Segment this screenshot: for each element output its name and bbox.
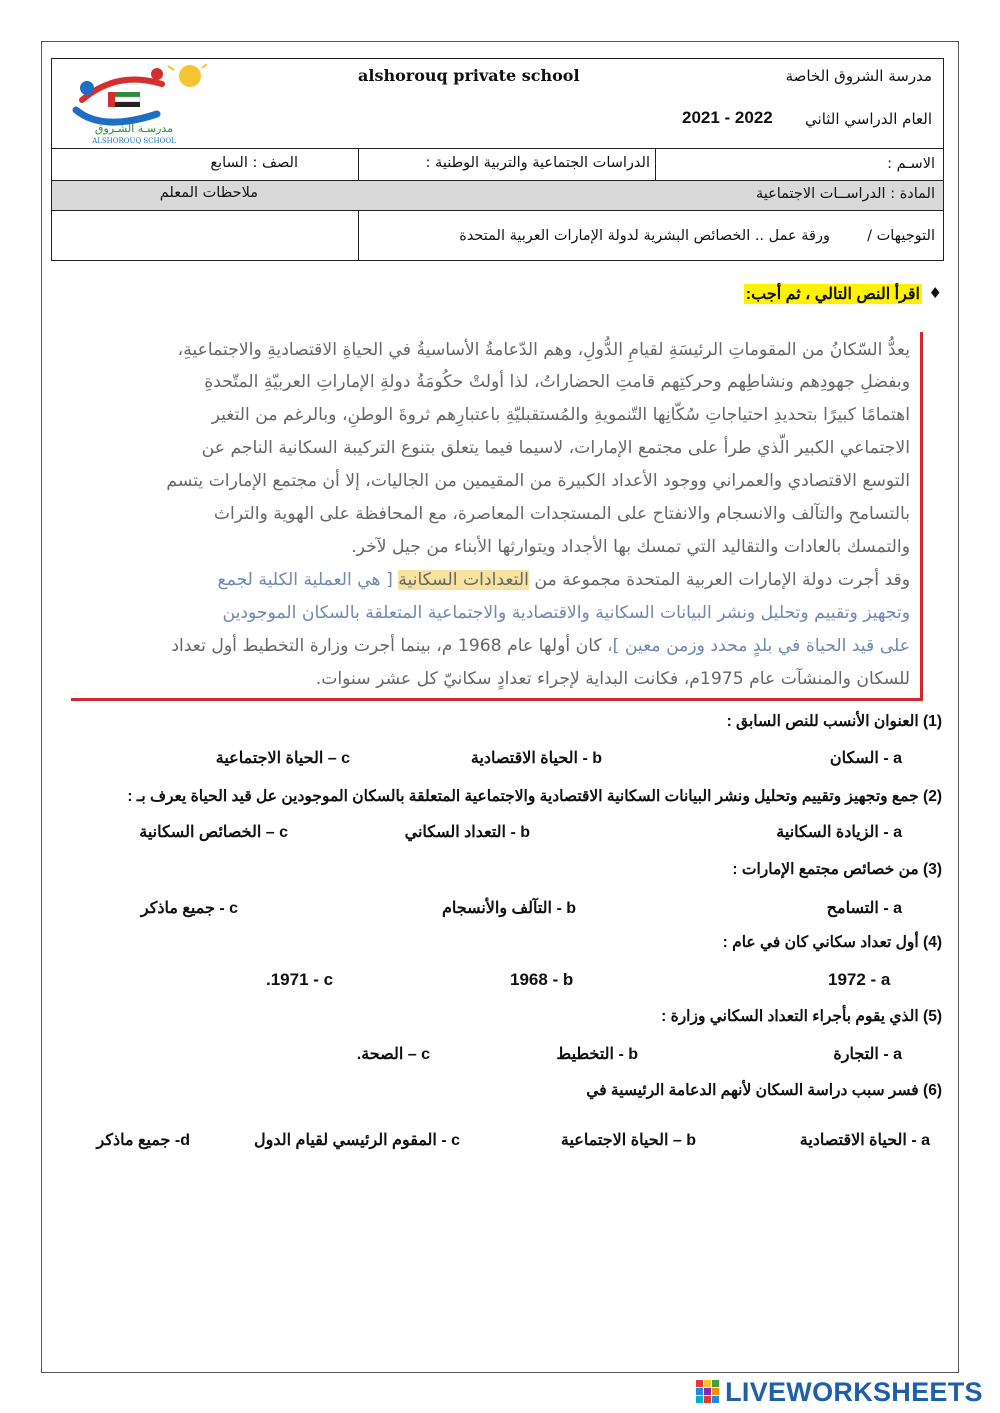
passage-line: بالتسامح والتآلف والانسجام والانفتاح على المستجدات المعاصرة، مع المحافظة على الهوية والتراث: [213, 504, 910, 524]
q5-option-a[interactable]: a - التجارة: [833, 1046, 902, 1063]
passage-line: وبفضلِ جهودِهم ونشاطِهم وحركتِهم قامتِ الحضاراتُ، لذا أولتْ حكُومَةُ دولةِ الإماراتِ العربيّةِ المتّحدةِ: [204, 372, 910, 392]
q2-option-b[interactable]: b - التعداد السكاني: [404, 824, 530, 841]
directions-text: ورقة عمل .. الخصائص البشرية لدولة الإمارات العربية المتحدة: [459, 228, 830, 244]
passage-line: على قيد الحياة في بلدٍ محدد وزمن معين ]، كان أولها عام 1968 م، بينما أجرت وزارة التخطيط أول تعداد: [171, 636, 910, 656]
school-logo: [62, 62, 207, 147]
passage-line: للسكان والمنشآت عام 1975م، فكانت البداية لإجراء تعدادٍ سكانيّ كل عشر سنوات.: [315, 669, 910, 689]
q2-option-a[interactable]: a - الزيادة السكانية: [776, 824, 902, 841]
q6-option-d[interactable]: d- جميع ماذكر: [96, 1132, 190, 1149]
name-label: الاسـم :: [887, 156, 935, 172]
q2-option-c[interactable]: c – الخصائص السكانية: [139, 824, 288, 841]
q4-option-c[interactable]: .1971 - c: [266, 970, 334, 989]
passage-line: الاجتماعي الكبير الّذي طرأ على مجتمع الإمارات، لاسيما فيما يتعلق بتنوع التركيبة السكانية الناجم عن: [201, 438, 910, 458]
q1-option-a[interactable]: a - السكان: [829, 750, 902, 767]
bullet-icon: ♦: [928, 284, 942, 302]
school-name-en: alshorouq private school: [358, 66, 580, 85]
q6-option-a[interactable]: a - الحياة الاقتصادية: [799, 1132, 930, 1149]
directions-label: التوجيهات /: [867, 228, 935, 244]
question-6: (6) فسر سبب دراسة السكان لأنهم الدعامة الرئيسية في: [586, 1082, 942, 1099]
grade-label: الصف : السابع: [210, 155, 298, 171]
brand-text: LIVEWORKSHEETS: [725, 1377, 983, 1407]
q6-option-b[interactable]: b – الحياة الاجتماعية: [560, 1132, 696, 1149]
q1-option-b[interactable]: b - الحياة الاقتصادية: [470, 750, 602, 767]
question-4: (4) أول تعداد سكاني كان في عام :: [722, 934, 942, 951]
q3-option-a[interactable]: a - التسامح: [826, 900, 902, 917]
subject-label: المادة : الدراســات الاجتماعية: [755, 186, 935, 202]
instruction-text: اقرأ النص التالي ، ثم أجب:: [745, 286, 920, 303]
passage-line: اهتمامًا كبيرًا بتحديدِ احتياجاتِ سُكّانِها التّنمويةِ والمُستقبليّةِ باعتبارِهم ثروةَ الوطنِ، وبالرغم من التغير: [211, 405, 910, 425]
liveworksheets-logo-icon: [696, 1380, 720, 1406]
q4-option-a[interactable]: 1972 - a: [828, 970, 891, 989]
passage-line: يعدُّ السّكانُ من المقوماتِ الرئيسَةِ لقيامِ الدُّولِ، وهم الدّعامةُ الأساسيةُ في الحياةِ الاقتصاديةِ والاجتماعيةِ،: [177, 340, 910, 360]
reading-passage: [71, 332, 923, 701]
question-5: (5) الذي يقوم بأجراء التعداد السكاني وزارة :: [661, 1008, 942, 1025]
teacher-notes-label: ملاحظات المعلم: [159, 185, 258, 201]
census-term-highlight: التعدادات السكانية: [398, 570, 529, 590]
q5-option-b[interactable]: b - التخطيط: [556, 1046, 638, 1063]
logo-text-en: ALSHOROUQ SCHOOL: [92, 137, 176, 145]
logo-text-ar: مدرسـة الشـروق: [94, 122, 174, 135]
subject-full: الدراسات الجتماعية والتربية الوطنية :: [425, 155, 650, 171]
q4-option-b[interactable]: 1968 - b: [510, 970, 574, 989]
school-name-ar: مدرسة الشروق الخاصة: [785, 67, 932, 85]
q6-option-c[interactable]: c - المقوم الرئيسي لقيام الدول: [254, 1132, 460, 1149]
q3-option-c[interactable]: c - جميع ماذكر: [140, 900, 238, 917]
question-2: (2) جمع وتجهيز وتقييم وتحليل ونشر البيانات السكانية الاقتصادية والاجتماعية المتعلقة بالسكان الموجودين عل قيد الحياة يعرف بـ :: [127, 788, 942, 805]
question-3: (3) من خصائص مجتمع الإمارات :: [732, 861, 942, 878]
liveworksheets-brand[interactable]: [696, 1377, 983, 1407]
academic-year: 2021 - 2022: [682, 108, 773, 127]
q1-option-c[interactable]: c – الحياة الاجتماعية: [215, 750, 350, 767]
passage-line: والتمسك بالعادات والتقاليد التي تمسك بها الأجداد ويتوارثها الأبناء من جيل لآخر.: [351, 537, 910, 557]
passage-line: وقد أجرت دولة الإمارات العربية المتحدة مجموعة من التعدادات السكانية [ هي العملية الكلية لجمع: [217, 570, 910, 590]
year-label: العام الدراسي الثاني: [805, 110, 932, 128]
q5-option-c[interactable]: c – الصحة.: [356, 1046, 430, 1063]
passage-line: وتجهيز وتقييم وتحليل ونشر البيانات السكانية والاقتصادية والاجتماعية المتعلقة بالسكان الموجودين: [222, 603, 910, 623]
passage-line: التوسع الاقتصادي والعمراني ووجود الأعداد الكبيرة من المقيمين من الجاليات، إلا أن مجتمع الإمارات يتسم: [166, 471, 910, 491]
question-1: (1) العنوان الأنسب للنص السابق :: [726, 713, 942, 730]
q3-option-b[interactable]: b - التآلف والأنسجام: [441, 900, 576, 917]
